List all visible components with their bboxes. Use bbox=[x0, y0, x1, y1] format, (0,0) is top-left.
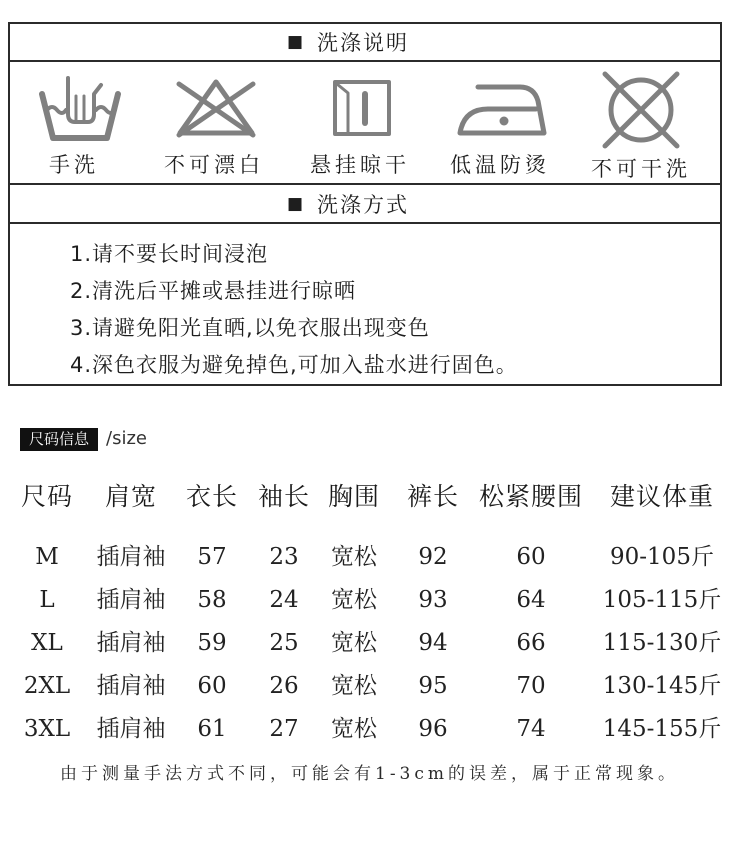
cell-chest: 宽松 bbox=[331, 544, 377, 570]
cell-chest: 宽松 bbox=[331, 716, 377, 742]
cell-chest: 宽松 bbox=[331, 673, 377, 699]
cell-length: 61 bbox=[197, 716, 227, 742]
size-info-badge: 尺码信息 bbox=[20, 428, 98, 451]
cell-length: 59 bbox=[197, 630, 227, 656]
col-header-size: 尺码 bbox=[20, 482, 73, 511]
cell-sleeve: 25 bbox=[269, 630, 299, 656]
cell-suggested-weight: 145-155斤 bbox=[602, 716, 722, 742]
cell-sleeve: 23 bbox=[269, 544, 299, 570]
cell-sleeve: 26 bbox=[269, 673, 299, 699]
care-header-washing-method bbox=[10, 185, 720, 224]
measurement-note: 由于测量手法方式不同，可能会有1-3cm的误差，属于正常现象。 bbox=[60, 764, 680, 784]
label-do-not-bleach: 不可漂白 bbox=[164, 152, 264, 177]
label-hand-wash: 手洗 bbox=[49, 152, 99, 177]
cell-pants-length: 93 bbox=[418, 587, 448, 613]
col-header-elastic-waist: 松紧腰围 bbox=[478, 482, 583, 511]
col-header-suggested-weight: 建议体重 bbox=[609, 482, 714, 511]
size-table-row bbox=[0, 628, 730, 658]
cell-pants-length: 94 bbox=[418, 630, 448, 656]
cell-shoulder: 插肩袖 bbox=[96, 587, 166, 613]
cell-size: M bbox=[35, 544, 59, 570]
cell-sleeve: 27 bbox=[269, 716, 299, 742]
label-do-not-dry-clean: 不可干洗 bbox=[591, 156, 691, 181]
cell-suggested-weight: 130-145斤 bbox=[602, 673, 722, 699]
cell-shoulder: 插肩袖 bbox=[96, 673, 166, 699]
size-table-row bbox=[0, 671, 730, 701]
care-header-title: 洗涤方式 bbox=[317, 192, 410, 217]
size-table-row bbox=[0, 714, 730, 744]
hang-dry-icon bbox=[332, 79, 392, 137]
col-header-sleeve: 袖长 bbox=[257, 482, 310, 511]
cell-sleeve: 24 bbox=[269, 587, 299, 613]
cell-elastic-waist: 70 bbox=[516, 673, 546, 699]
cell-length: 57 bbox=[197, 544, 227, 570]
care-header-title: 洗涤说明 bbox=[317, 30, 410, 55]
cell-length: 58 bbox=[197, 587, 227, 613]
low-temp-iron-icon bbox=[456, 81, 548, 137]
cell-shoulder: 插肩袖 bbox=[96, 544, 166, 570]
cell-elastic-waist: 74 bbox=[516, 716, 546, 742]
cell-pants-length: 96 bbox=[418, 716, 448, 742]
col-header-pants-length: 裤长 bbox=[406, 482, 459, 511]
instruction-line: 2.清洗后平摊或悬挂进行晾晒 bbox=[70, 279, 357, 303]
square-bullet-icon: ■ bbox=[286, 193, 304, 214]
size-table-row bbox=[0, 542, 730, 572]
cell-elastic-waist: 66 bbox=[516, 630, 546, 656]
cell-elastic-waist: 64 bbox=[516, 587, 546, 613]
cell-size: L bbox=[39, 587, 55, 613]
cell-suggested-weight: 105-115斤 bbox=[602, 587, 722, 613]
instruction-line: 1.请不要长时间浸泡 bbox=[70, 242, 269, 266]
do-not-bleach-icon bbox=[174, 77, 258, 139]
cell-suggested-weight: 115-130斤 bbox=[602, 630, 722, 656]
cell-size: XL bbox=[31, 630, 63, 656]
cell-pants-length: 95 bbox=[418, 673, 448, 699]
size-table-row bbox=[0, 585, 730, 615]
instruction-line: 3.请避免阳光直晒,以免衣服出现变色 bbox=[70, 316, 430, 340]
size-info-suffix: /size bbox=[106, 428, 147, 449]
washing-instructions bbox=[10, 224, 720, 384]
cell-pants-length: 92 bbox=[418, 544, 448, 570]
care-icons-row bbox=[10, 62, 720, 185]
size-table-header bbox=[0, 481, 730, 513]
hand-wash-icon bbox=[38, 74, 122, 142]
label-hang-dry: 悬挂晾干 bbox=[310, 152, 410, 177]
do-not-dry-clean-icon bbox=[598, 69, 684, 151]
size-table-body bbox=[0, 542, 730, 757]
label-low-temp-iron: 低温防烫 bbox=[450, 152, 550, 177]
cell-elastic-waist: 60 bbox=[516, 544, 546, 570]
cell-shoulder: 插肩袖 bbox=[96, 630, 166, 656]
cell-chest: 宽松 bbox=[331, 630, 377, 656]
care-instructions-box bbox=[8, 22, 722, 386]
cell-shoulder: 插肩袖 bbox=[96, 716, 166, 742]
col-header-length: 衣长 bbox=[185, 482, 238, 511]
col-header-shoulder: 肩宽 bbox=[104, 482, 157, 511]
square-bullet-icon: ■ bbox=[286, 31, 304, 52]
cell-length: 60 bbox=[197, 673, 227, 699]
cell-suggested-weight: 90-105斤 bbox=[610, 544, 714, 570]
cell-chest: 宽松 bbox=[331, 587, 377, 613]
col-header-chest: 胸围 bbox=[327, 482, 380, 511]
instruction-line: 4.深色衣服为避免掉色,可加入盐水进行固色。 bbox=[70, 353, 518, 377]
cell-size: 3XL bbox=[23, 716, 71, 742]
care-header-washing-notes bbox=[10, 24, 720, 62]
cell-size: 2XL bbox=[23, 673, 71, 699]
